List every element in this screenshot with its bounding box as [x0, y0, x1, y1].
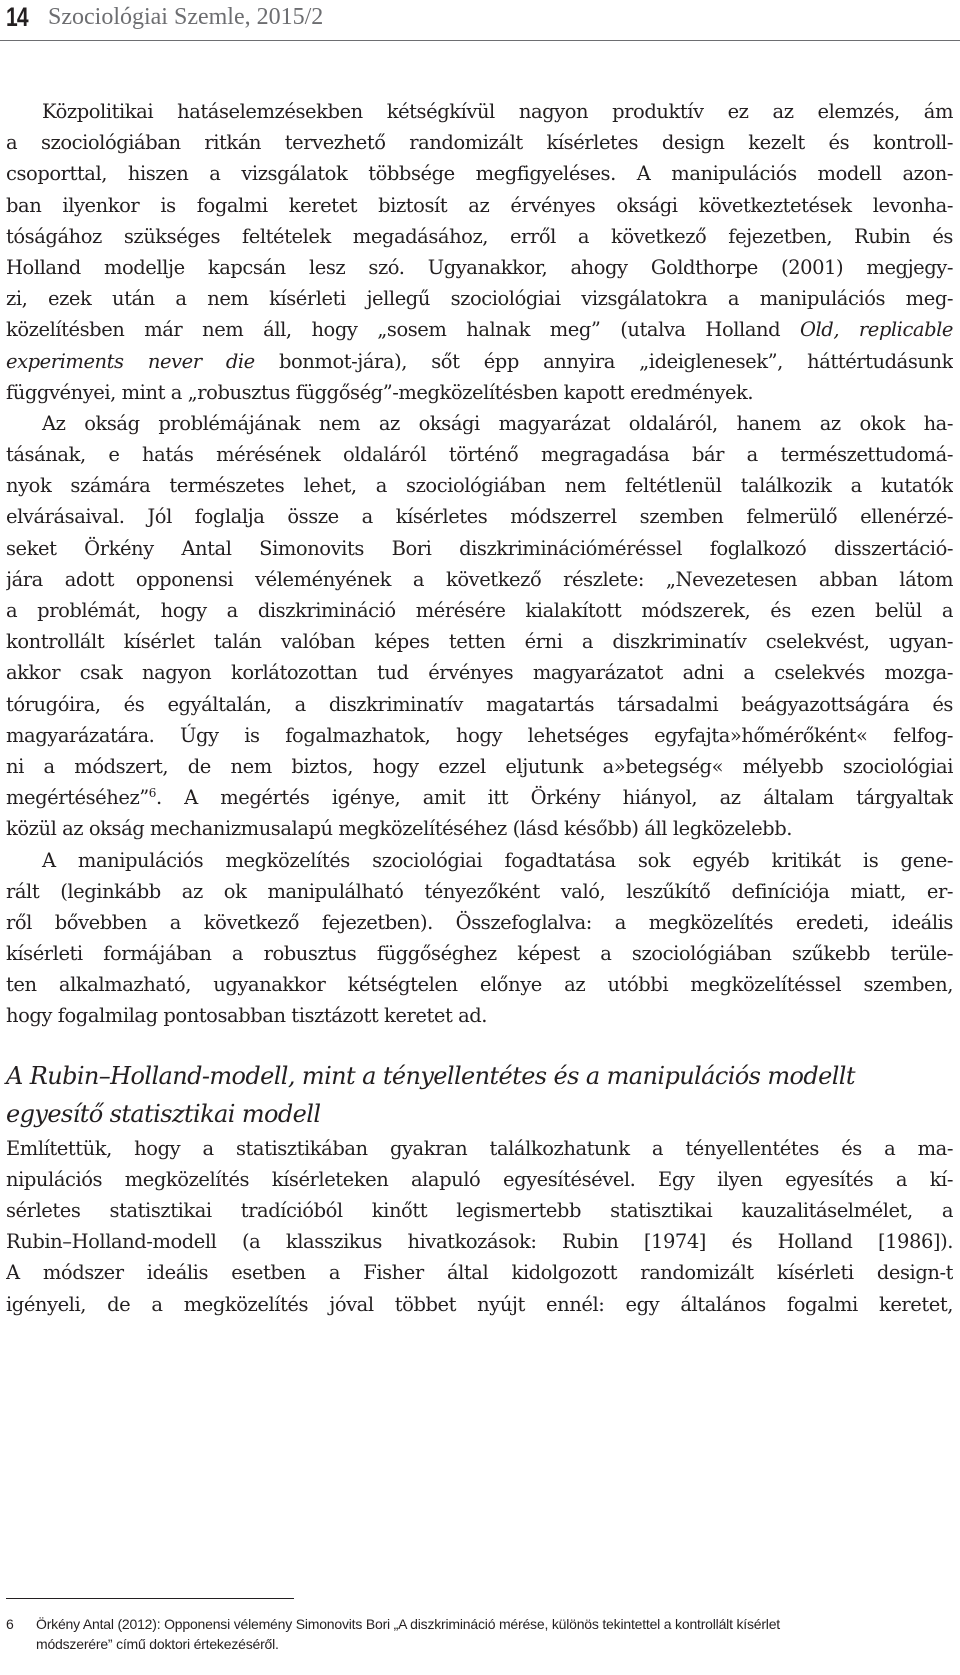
header-rule	[0, 40, 960, 41]
section-heading: A Rubin–Holland-modell, mint a tényellentétes és a manipulációs modellt	[6, 1061, 855, 1090]
footnote-number: 6	[6, 1616, 14, 1632]
italic-title: Old, replicable	[799, 318, 953, 342]
text-line: Holland modellje kapcsán lesz szó. Ugyanakkor, ahogy Goldthorpe (2001) megjegy-	[6, 255, 953, 279]
journal-title: Szociológiai Szemle, 2015/2	[48, 4, 324, 30]
text-line: ni a módszert, de nem biztos, hogy ezzel eljutunk a»betegség« mélyebb szociológiai	[6, 754, 953, 778]
text-line: ban ilyenkor is fogalmi keretet biztosít az érvényes oksági következtetések levonha-	[6, 193, 953, 217]
footnote-rule	[6, 1598, 294, 1599]
text-line: ről bővebben a következő fejezetben). Összefoglalva: a megközelítés eredeti, ideális	[6, 910, 953, 934]
main-text	[6, 96, 953, 1320]
text-line: Rubin–Holland-modell (a klasszikus hivatkozások: Rubin [1974] és Holland [1986]).	[6, 1230, 953, 1254]
text-line: Említettük, hogy a statisztikában gyakran találkozhatunk a tényellentétes és a ma-	[6, 1136, 953, 1160]
text-line: nyok számára természetes lehet, a szociológiában nem feltétlenül találkozik a kutatók	[6, 474, 953, 498]
text-line: hogy fogalmilag pontosabban tisztázott keretet ad.	[6, 1004, 488, 1028]
text-line: nipulációs megközelítés kísérleteken alapuló egyesítésével. Egy ilyen egyesítés a kí-	[6, 1167, 953, 1191]
footnote-line: módszerére” című doktori értekezéséről.	[36, 1636, 279, 1652]
text-segment: . A megértés igénye, amit itt Örkény hiányol, az általam tárgyaltak	[155, 786, 953, 810]
text-segment: közelítésben már nem áll, hogy „sosem halnak meg” (utalva Holland	[6, 318, 800, 342]
text-line: A manipulációs megközelítés szociológiai fogadtatása sok egyéb kritikát is gene-	[42, 848, 953, 872]
text-line	[6, 314, 953, 345]
text-line: kontrollált kísérlet talán valóban képes tetten érni a diszkriminatív cselekvést, ugyan-	[6, 630, 953, 654]
text-line: elvárásaival. Jól foglalja össze a kísérletes módszerrel szemben felmerülő ellenérzé-	[6, 505, 953, 529]
text-segment: bonmot-jára), sőt épp annyira „ideiglenesek”, háttértudásunk	[254, 349, 953, 373]
page-number: 14	[6, 2, 28, 32]
text-line: A módszer ideális esetben a Fisher által kidolgozott randomizált kísérleti design-t	[6, 1261, 953, 1285]
text-line: közül az okság mechanizmusalapú megközelítéséhez (lásd később) áll legközelebb.	[6, 817, 792, 841]
text-line: Közpolitikai hatáselemzésekben kétségkívül nagyon produktív ez az elemzés, ám	[42, 100, 953, 123]
text-line	[6, 346, 953, 377]
text-line: Az okság problémájának nem az oksági magyarázat oldaláról, hanem az okok ha-	[42, 411, 953, 435]
text-line	[6, 782, 953, 813]
text-line: a problémát, hogy a diszkrimináció mérésére kialakított módszerek, és ezen belül a	[6, 599, 953, 622]
footnote-ref[interactable]: 6	[148, 786, 156, 801]
text-line: tásának, e hatás mérésének oldaláról történő megragadása bár a természettudomá-	[6, 443, 953, 467]
italic-title: experiments never die	[6, 349, 255, 373]
text-line: akkor csak nagyon korlátozottan tud érvényes magyarázatot adni a cselekvés mozga-	[6, 661, 953, 685]
running-head	[0, 0, 960, 36]
text-line: jára adott opponensi véleményének a következő részlete: „Nevezetesen abban látom	[6, 567, 953, 591]
text-line: függvényei, mint a „robusztus függőség”-megközelítésben kapott eredmények.	[6, 380, 754, 404]
section-heading: egyesítő statisztikai modell	[6, 1099, 321, 1128]
text-line: kísérleti formájában a robusztus függőséghez képest a szociológiában szűkebb terüle-	[6, 942, 953, 966]
text-line: zi, ezek után a nem kísérleti jellegű szociológiai vizsgálatokra a manipulációs meg-	[6, 287, 953, 311]
text-line: rált (leginkább az ok manipulálható tényezőként való, leszűkítő definíciója miatt, er-	[6, 879, 953, 903]
text-line: seket Örkény Antal Simonovits Bori diszkriminációméréssel foglalkozó disszertáció-	[6, 536, 953, 560]
text-segment: megértéséhez”	[6, 786, 149, 810]
text-line: igényeli, de a megközelítés jóval többet nyújt ennél: egy általános fogalmi keretet,	[6, 1292, 953, 1316]
text-line: tóságához szükséges feltételek megadásához, erről a következő fejezetben, Rubin és	[6, 224, 953, 248]
text-line: sérletes statisztikai tradícióból kinőtt legismertebb statisztikai kauzalitáselmélet, a	[6, 1199, 953, 1222]
footnote-line: Örkény Antal (2012): Opponensi vélemény Simonovits Bori „A diszkrimináció mérése, különös tekintettel a kontrollált kísérlet	[36, 1616, 780, 1632]
text-line: csoporttal, hiszen a vizsgálatok többsége megfigyeléses. A manipulációs modell azon-	[6, 162, 953, 186]
text-line: magyarázatára. Úgy is fogalmazhatok, hogy lehetséges egyfajta»hőmérőként« felfog-	[6, 723, 953, 747]
text-line: ten alkalmazható, ugyanakkor kétségtelen előnye az utóbbi megközelítéssel szemben,	[6, 973, 953, 997]
spacer	[6, 1032, 953, 1057]
text-line: tórugóira, és egyáltalán, a diszkriminatív magatartás társadalmi beágyazottságára és	[6, 692, 953, 716]
text-line: a szociológiában ritkán tervezhető randomizált kísérletes design kezelt és kontroll-	[6, 131, 953, 155]
footnote-text	[36, 1614, 948, 1654]
